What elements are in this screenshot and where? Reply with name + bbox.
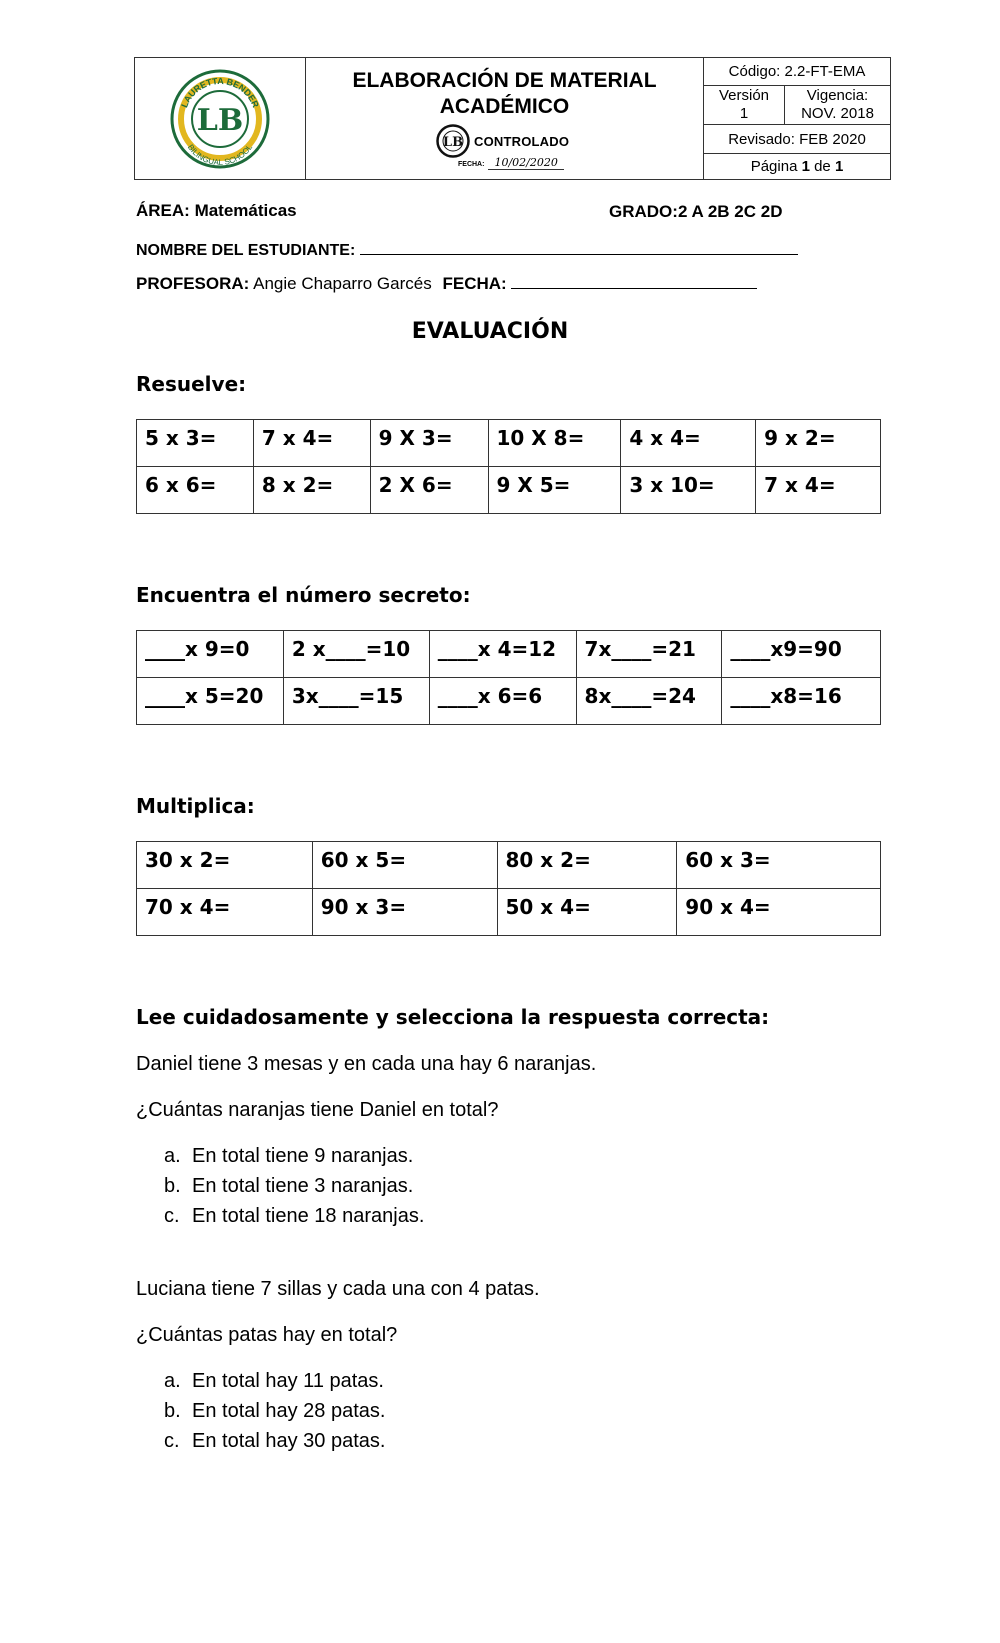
- area-label: ÁREA:: [136, 201, 190, 220]
- vigencia: Vigencia: NOV. 2018: [801, 87, 874, 122]
- stamp-date-label: FECHA:: [458, 161, 485, 168]
- lee-heading: Lee cuidadosamente y selecciona la respuesta correcta:: [136, 1005, 770, 1029]
- doc-title: [306, 68, 703, 120]
- stamp-date-value: 10/02/2020: [488, 156, 563, 170]
- document-header: [134, 57, 891, 180]
- codigo: Código: 2.2-FT-EMA: [704, 58, 890, 86]
- logo-cell: [135, 58, 306, 179]
- version-vigencia-row: [704, 86, 890, 125]
- answer-cell[interactable]: 9 x 2=: [756, 420, 881, 467]
- problem-1-question: ¿Cuántas naranjas tiene Daniel en total?: [136, 1099, 499, 1121]
- answer-cell[interactable]: 8 x 2=: [253, 467, 370, 514]
- fecha-blank[interactable]: [511, 274, 757, 289]
- logo-bottom-text: BILINGUAL SCHOOL: [185, 142, 255, 167]
- area-value: Matemáticas: [189, 201, 297, 220]
- answer-cell[interactable]: 10 X 8=: [488, 420, 621, 467]
- answer-cell[interactable]: 7 x 4=: [756, 467, 881, 514]
- option-item[interactable]: c. En total hay 30 patas.: [164, 1430, 386, 1452]
- secreto-heading: Encuentra el número secreto:: [136, 583, 471, 607]
- answer-cell[interactable]: 3 x 10=: [621, 467, 756, 514]
- logo-top-text: LAURETTA BENDER: [179, 75, 261, 109]
- option-item[interactable]: a. En total hay 11 patas.: [164, 1370, 384, 1392]
- area-line: [136, 201, 297, 221]
- nombre-line: [136, 240, 798, 260]
- answer-cell[interactable]: 90 x 4=: [677, 889, 881, 936]
- answer-cell[interactable]: 6 x 6=: [137, 467, 254, 514]
- profesora-line: [136, 274, 757, 294]
- title-cell: [306, 58, 704, 179]
- nombre-label: NOMBRE DEL ESTUDIANTE:: [136, 242, 356, 259]
- answer-cell[interactable]: ____x 6=6: [429, 678, 576, 725]
- answer-cell[interactable]: 50 x 4=: [497, 889, 677, 936]
- svg-text:LB: LB: [442, 135, 464, 150]
- version: Versión 1: [704, 86, 785, 124]
- problem-2-options: [164, 1366, 385, 1456]
- answer-cell[interactable]: 90 x 3=: [312, 889, 497, 936]
- pagina: Página 1 de 1: [750, 158, 844, 175]
- problem-1-statement: Daniel tiene 3 mesas y en cada una hay 6 naranjas.: [136, 1053, 597, 1075]
- controlled-stamp: [436, 124, 569, 158]
- nombre-blank[interactable]: [360, 240, 798, 255]
- profesora-value: Angie Chaparro Garcés: [249, 274, 432, 293]
- stamp-word: CONTROLADO: [474, 133, 570, 149]
- revisado: Revisado: FEB 2020: [704, 125, 890, 154]
- answer-cell[interactable]: 2 X 6=: [370, 467, 488, 514]
- option-item[interactable]: a. En total tiene 9 naranjas.: [164, 1145, 414, 1167]
- answer-cell[interactable]: ____x 9=0: [137, 631, 284, 678]
- answer-cell[interactable]: 60 x 5=: [312, 842, 497, 889]
- secreto-table: [136, 630, 881, 725]
- table-row: [137, 889, 881, 936]
- grado: GRADO:2 A 2B 2C 2D: [609, 202, 783, 221]
- multiplica-table: [136, 841, 881, 936]
- doc-title-line1: ELABORACIÓN DE MATERIAL: [352, 69, 657, 92]
- answer-cell[interactable]: 60 x 3=: [677, 842, 881, 889]
- table-row: [137, 420, 881, 467]
- option-item[interactable]: c. En total tiene 18 naranjas.: [164, 1205, 425, 1227]
- logo-letters: LB: [196, 102, 244, 138]
- table-row: [137, 678, 881, 725]
- stamp-date: [458, 156, 564, 169]
- answer-cell[interactable]: 9 X 5=: [488, 467, 621, 514]
- resuelve-table: [136, 419, 881, 514]
- answer-cell[interactable]: 9 X 3=: [370, 420, 488, 467]
- answer-cell[interactable]: 70 x 4=: [137, 889, 313, 936]
- problem-2-statement: Luciana tiene 7 sillas y cada una con 4 patas.: [136, 1278, 540, 1300]
- answer-cell[interactable]: 7x____=21: [576, 631, 722, 678]
- answer-cell[interactable]: 30 x 2=: [137, 842, 313, 889]
- answer-cell[interactable]: 8x____=24: [576, 678, 722, 725]
- problem-2-question: ¿Cuántas patas hay en total?: [136, 1324, 398, 1346]
- problem-1-options: [164, 1141, 424, 1231]
- table-row: [137, 631, 881, 678]
- multiplica-heading: Multiplica:: [136, 794, 255, 818]
- answer-cell[interactable]: 3x____=15: [283, 678, 429, 725]
- stamp-seal-icon: [436, 124, 470, 158]
- evaluacion-title: EVALUACIÓN: [411, 319, 569, 344]
- table-row: [137, 467, 881, 514]
- table-row: [137, 842, 881, 889]
- fecha-label: FECHA:: [442, 274, 507, 293]
- school-logo: [168, 67, 272, 171]
- resuelve-heading: Resuelve:: [136, 372, 247, 396]
- answer-cell[interactable]: ____x8=16: [722, 678, 881, 725]
- answer-cell[interactable]: 2 x____=10: [283, 631, 429, 678]
- answer-cell[interactable]: ____x9=90: [722, 631, 881, 678]
- answer-cell[interactable]: 5 x 3=: [137, 420, 254, 467]
- answer-cell[interactable]: 80 x 2=: [497, 842, 677, 889]
- answer-cell[interactable]: 7 x 4=: [253, 420, 370, 467]
- profesora-label: PROFESORA:: [136, 274, 250, 293]
- meta-cell: [704, 58, 890, 179]
- answer-cell[interactable]: 4 x 4=: [621, 420, 756, 467]
- doc-title-line2: ACADÉMICO: [439, 95, 570, 118]
- answer-cell[interactable]: ____x 5=20: [137, 678, 284, 725]
- option-item[interactable]: b. En total hay 28 patas.: [164, 1400, 386, 1422]
- option-item[interactable]: b. En total tiene 3 naranjas.: [164, 1175, 414, 1197]
- answer-cell[interactable]: ____x 4=12: [429, 631, 576, 678]
